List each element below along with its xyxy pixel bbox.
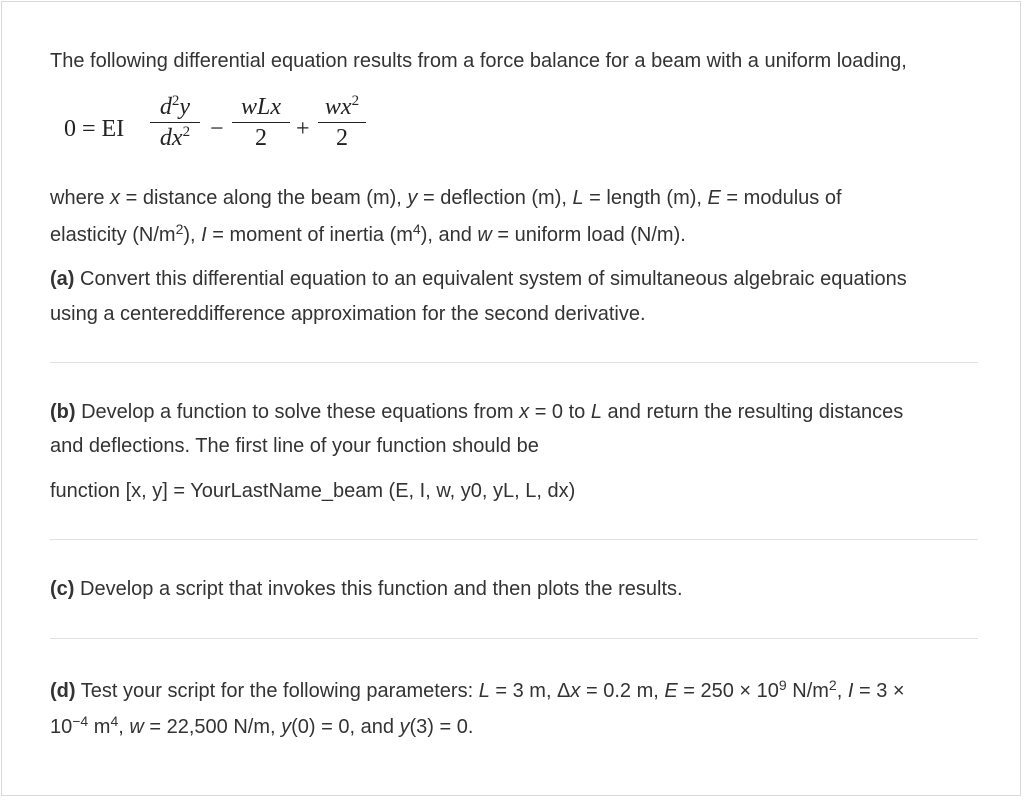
section-divider xyxy=(50,539,978,540)
part-b-label: (b) xyxy=(50,401,76,423)
frac1-num-exponent: 2 xyxy=(171,93,180,109)
definitions-line-2: elasticity $(N/m^2)$, I = moment of inertia $(m^4)$, and w = uniform load (N/m). xyxy=(50,221,686,246)
part-d-line-1: (d) Test your script for the following parameters: L = 3 m, Δx = 0.2 m, $E = 250 \times 10^9$ $N/m^2$, I = 3 × xyxy=(50,677,905,702)
part-d-label: (d) xyxy=(50,680,76,702)
frac3-num: wx xyxy=(324,94,352,120)
fraction-d2y-dx2 xyxy=(150,94,200,151)
part-a-label: (a) xyxy=(50,268,75,290)
differential-equation xyxy=(64,94,404,174)
problem-card xyxy=(1,1,1021,796)
frac2-den: 2 xyxy=(255,125,267,151)
frac3-den: 2 xyxy=(336,125,348,151)
frac1-num-y: y xyxy=(179,94,191,120)
part-c-label: (c) xyxy=(50,578,75,600)
section-divider xyxy=(50,362,978,363)
part-d-line-2: $10^{-4}$ $m^4$, w = 22,500 N/m, y(0) = 0, and y(3) = 0. xyxy=(50,713,474,738)
fraction-wx2-2 xyxy=(318,94,366,151)
section-divider xyxy=(50,638,978,639)
fraction-bar xyxy=(232,122,290,123)
frac1-den-exponent: 2 xyxy=(182,124,191,140)
intro-text: The following differential equation results from a force balance for a beam with a uniform loading, xyxy=(50,50,907,72)
fraction-bar xyxy=(318,122,366,123)
function-signature: function [x, y] = YourLastName_beam (E, I, w, y0, yL, L, dx) xyxy=(50,480,576,502)
equation-lhs: 0 = EI xyxy=(64,116,125,142)
frac1-num-d: d xyxy=(159,94,172,120)
part-a-line-2: using a centereddifference approximation for the second derivative. xyxy=(50,303,646,325)
part-c-line: (c) Develop a script that invokes this function and then plots the results. xyxy=(50,578,683,600)
part-b-line-2: and deflections. The first line of your function should be xyxy=(50,435,539,457)
definitions-line-1: where x = distance along the beam (m), y = deflection (m), L = length (m), E = modulus of xyxy=(50,187,842,209)
frac2-num: wLx xyxy=(240,94,281,120)
minus-sign: − xyxy=(210,116,224,142)
frac3-num-exponent: 2 xyxy=(351,93,360,109)
part-b-line-1: (b) Develop a function to solve these equations from x = 0 to L and return the resulting distances xyxy=(50,401,904,423)
part-a-line-1: (a) Convert this differential equation to an equivalent system of simultaneous algebraic equations xyxy=(50,268,907,290)
plus-sign: + xyxy=(296,116,310,142)
fraction-wLx-2 xyxy=(232,94,290,151)
frac1-den: dx xyxy=(159,125,183,151)
fraction-bar xyxy=(150,122,200,123)
